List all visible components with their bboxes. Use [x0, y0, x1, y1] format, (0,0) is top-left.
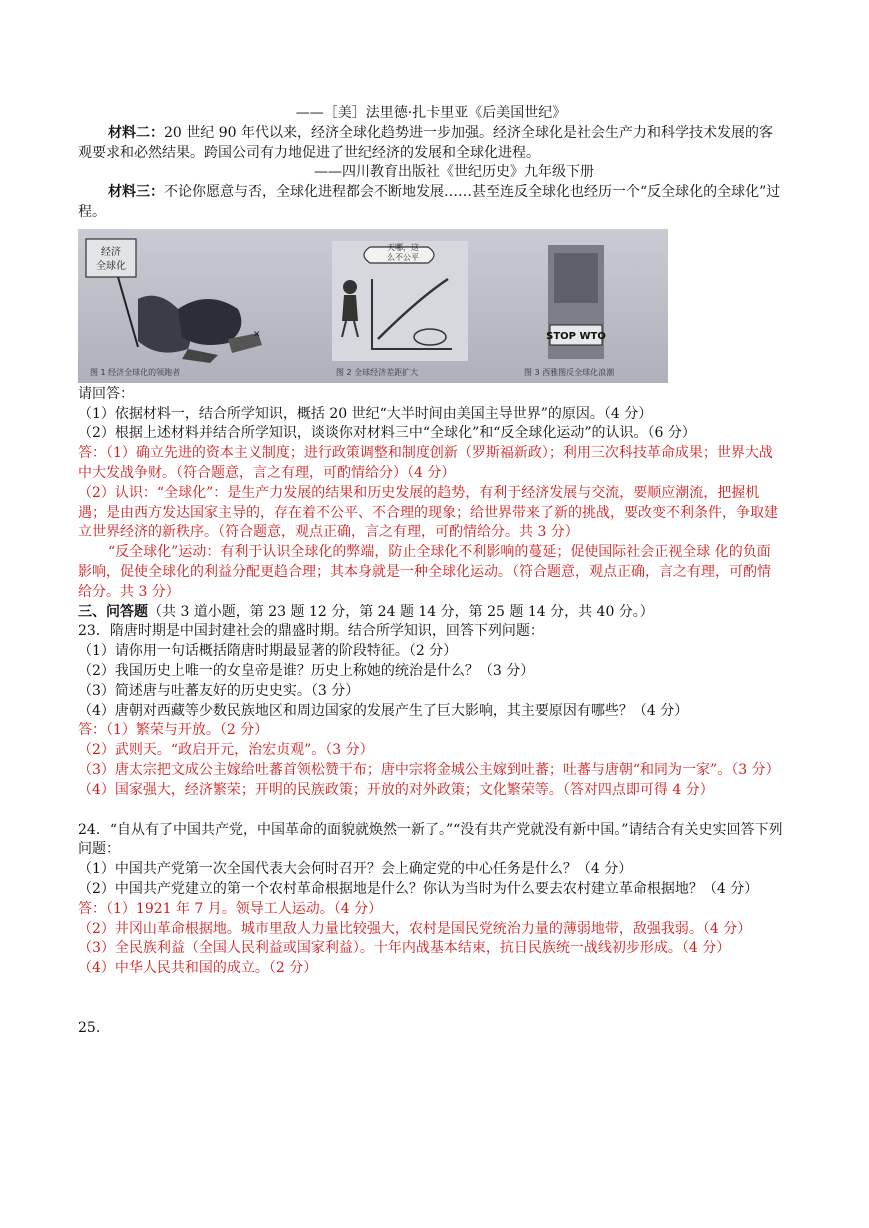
q23-sub4: （4）唐朝对西藏等少数民族地区和周边国家的发展产生了巨大影响，其主要原因有哪些？（4 分） [78, 702, 689, 719]
q24-ans1: 答：（1）1921 年 7 月。领导工人运动。（4 分） [78, 900, 383, 917]
section3-note: （共 3 道小题，第 23 题 12 分，第 24 题 14 分，第 25 题 14 分，共 40 分。） [148, 603, 654, 620]
q23-ans1: 答：（1）繁荣与开放。（2 分） [78, 722, 269, 739]
q23-ans4: （4）国家强大，经济繁荣；开明的民族政策；开放的对外政策；文化繁荣等。（答对四点即可得 4 分） [78, 781, 714, 798]
figure2-cartoon [332, 241, 468, 377]
fig2-bubble-line1: 天哪，这 [387, 242, 419, 252]
q24-ans2: （2）井冈山革命根据地。城市里敌人力量比较强大，农村是国民党统治力量的薄弱地带，敌强我弱。（4 分） [78, 920, 752, 937]
fig1-monster [178, 299, 241, 345]
fig2-figure-head [343, 280, 357, 294]
material2-paragraph [78, 124, 784, 164]
answer-2: （2）认识：“全球化”：是生产力发展的结果和历史发展的趋势，有利于经济发展与交流，要顺应潮流，把握机遇；是由西方发达国家主导的，存在着不公平、不合理的现象；给世界带来了新的挑战，要改变不利条件，争取建立世界经济的新秩序。（符合题意，观点正确，言之有理，可酌情给分。共 3 分） [78, 484, 778, 541]
material2-source: ——四川教育出版社《世纪历史》九年级下册 [314, 164, 594, 181]
questions-intro: 请回答： [78, 385, 134, 402]
q24-sub2: （2）中国共产党建立的第一个农村革命根据地是什么？你认为当时为什么要去农村建立革命根据地？（4 分） [78, 880, 759, 897]
fig2-caption: 图 2 全球经济差距扩大 [336, 367, 419, 377]
q23-sub3: （3）简述唐与吐蕃友好的历史史实。（3 分） [78, 682, 360, 699]
q24-stem: 24．“自从有了中国共产党，中国革命的面貌就焕然一新了。”“没有共产党就没有新中国。”请结合有关史实回答下列问题： [78, 821, 783, 858]
q24-sub1: （1）中国共产党第一次全国代表大会何时召开？会上确定党的中心任务是什么？（4 分） [78, 861, 633, 878]
q24-ans3: （3）全民族利益（全国人民利益或国家利益）。十年内战基本结束，抗日民族统一战线初步形成。（4 分） [78, 940, 731, 957]
fig1-sign-line1: 经济 [101, 246, 121, 258]
answer-2b: “反全球化”运动：有利于认识全球化的弊端，防止全球化不利影响的蔓延；促使国际社会正视全球 化的负面影响，促使全球化的利益分配更趋合理；其本身就是一种全球化运动。（符合题意，观点正确，言之有理，可酌情给分。共 3 分） [78, 544, 771, 600]
spacer [78, 801, 784, 821]
fig3-sign-text: STOP WTO [546, 330, 606, 342]
fig1-caption: 图 1 经济全球化的领跑者 [90, 367, 181, 377]
cartoon-figures [78, 229, 668, 383]
svg-text:✕: ✕ [253, 329, 261, 340]
document-page [78, 104, 784, 1039]
material3-text: 不论你愿意与否，全球化进程都会不断地发展……甚至连反全球化也经历一个“反全球化的全球化”过程。 [78, 184, 781, 220]
q24-ans4: （4）中华人民共和国的成立。（2 分） [78, 960, 318, 977]
cartoon-figures-svg [78, 229, 668, 383]
section3-title: 三、问答题 [78, 603, 148, 620]
spacer-large [78, 979, 784, 1019]
material3-label: 材料三： [108, 184, 164, 201]
fig3-caption: 图 3 西雅图反全球化浪潮 [524, 367, 615, 377]
material3-paragraph [78, 183, 784, 223]
q23-ans3: （3）唐太宗把文成公主嫁给吐蕃首领松赞干布；唐中宗将金城公主嫁到吐蕃；吐蕃与唐朝“和同为一家”。（3 分） [78, 761, 780, 778]
question-1: （1）依据材料一，结合所学知识，概括 20 世纪“大半时间由美国主导世界”的原因。（4 分） [78, 405, 653, 422]
q25-label: 25. [78, 1019, 101, 1036]
question-2: （2）根据上述材料并结合所学知识，谈谈你对材料三中“全球化”和“反全球化运动”的认识。（6 分） [78, 425, 696, 442]
fig2-bubble-line2: 么不公平 [387, 252, 419, 262]
section3-heading [78, 603, 784, 623]
fig1-sign-line2: 全球化 [96, 260, 126, 272]
q23-sub2: （2）我国历史上唯一的女皇帝是谁？历史上称她的统治是什么？（3 分） [78, 662, 535, 679]
q23-sub1: （1）请你用一句话概括隋唐时期最显著的阶段特征。（2 分） [78, 643, 458, 660]
material2-text: 20 世纪 90 年代以来，经济全球化趋势进一步加强。经济全球化是社会生产力和科学技术发展的客观要求和必然结果。跨国公司有力地促进了世纪经济的发展和全球化进程。 [78, 124, 773, 161]
answer-1: 答：（1）确立先进的资本主义制度；进行政策调整和制度创新（罗斯福新政）；利用三次科技革命成果；世界大战中大发战争财。（符合题意，言之有理，可酌情给分）（4 分） [78, 445, 773, 481]
q23-stem: 23．隋唐时期是中国封建社会的鼎盛时期。结合所学知识，回答下列问题： [78, 623, 544, 640]
material1-source: ——［美］法里德·扎卡里亚《后美国世纪》 [295, 105, 567, 121]
material2-label: 材料二： [108, 124, 164, 141]
q23-ans2: （2）武则天。“政启开元，治宏贞观”。（3 分） [78, 742, 374, 759]
